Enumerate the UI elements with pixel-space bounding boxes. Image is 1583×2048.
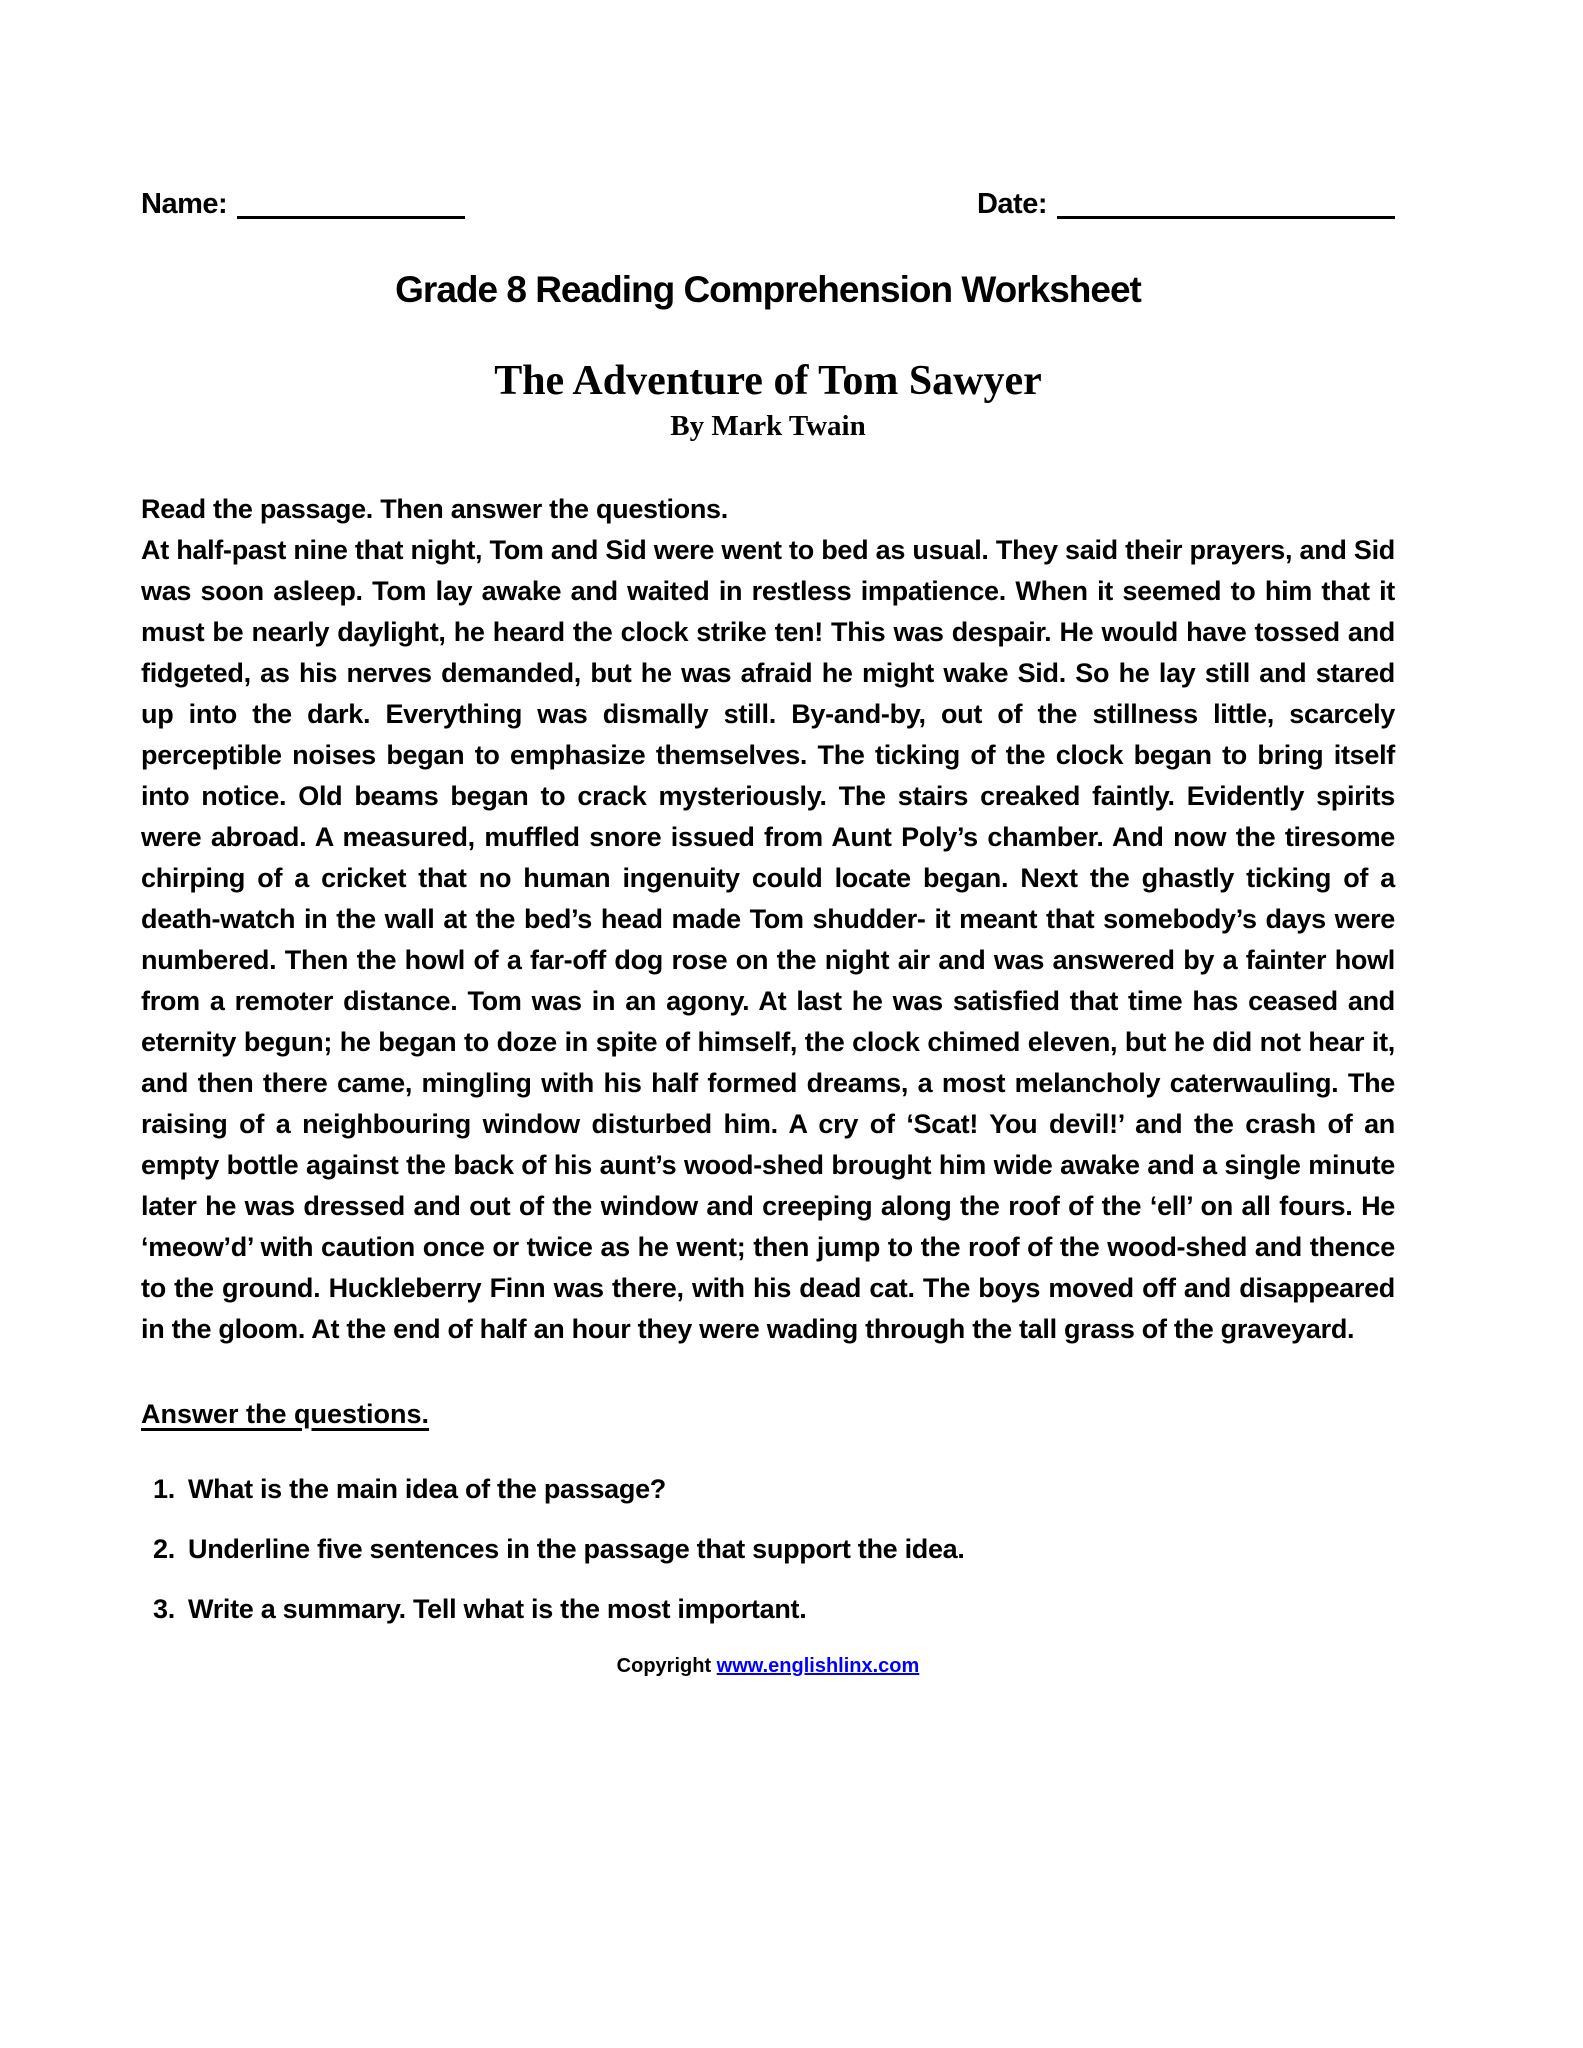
question-number: 3.	[153, 1594, 175, 1625]
copyright-label: Copyright	[616, 1655, 717, 1678]
question-number: 2.	[153, 1534, 175, 1565]
date-field-group	[977, 186, 1395, 219]
question-number: 1.	[153, 1474, 175, 1505]
answer-questions-heading: Answer the questions.	[141, 1399, 430, 1429]
footer-copyright	[141, 1654, 1395, 1678]
question-item-3	[141, 1594, 1395, 1625]
englishlinx-link[interactable]: www.englishlinx.com	[716, 1655, 920, 1678]
date-blank-line	[1057, 186, 1395, 219]
question-item-1	[141, 1474, 1395, 1505]
worksheet-heading: Grade 8 Reading Comprehension Worksheet	[395, 269, 1141, 310]
date-label: Date:	[976, 188, 1047, 220]
question-item-2	[141, 1534, 1395, 1565]
question-text: Write a summary. Tell what is the most important.	[188, 1594, 807, 1625]
passage-byline: By Mark Twain	[670, 410, 866, 442]
name-blank-line	[237, 186, 465, 219]
name-field-group	[141, 186, 465, 219]
passage-title: The Adventure of Tom Sawyer	[494, 358, 1042, 404]
passage-text: At half-past nine that night, Tom and Sid were went to bed as usual. They said their prayers, and Sid was soon asleep. Tom lay awake and waited in restless impatience. When it seemed to him that it must be nearly daylight, he heard the clock strike ten! This was despair. He would have tossed and fidgeted, as his nerves demanded, but he was afraid he might wake Sid. So he lay still and stared up into the dark. Everything was dismally still. By-and-by, out of the stillness little, scarcely perceptible noises began to emphasize themselves. The ticking of the clock began to bring itself into notice. Old beams began to crack mysteriously. The stairs creaked faintly. Evidently spirits were abroad. A measured, muffled snore issued from Aunt Poly’s chamber. And now the tiresome chirping of a cricket that no human ingenuity could locate began. Next the ghastly ticking of a death-watch in the wall at the bed’s head made Tom shudder- it meant that somebody’s days were numbered. Then the howl of a far-off dog rose on the night air and was answered by a fainter howl from a remoter distance. Tom was in an agony. At last he was satisfied that time has ceased and eternity begun; he began to doze in spite of himself, the clock chimed eleven, but he did not hear it, and then there came, mingling with his half formed dreams, a most melancholy caterwauling. The raising of a neighbouring window disturbed him. A cry of ‘Scat! You devil!’ and the crash of an empty bottle against the back of his aunt’s wood-shed brought him wide awake and a single minute later he was dressed and out of the window and creeping along the roof of the ‘ell’ on all fours. He ‘meow’d’ with caution once or twice as he went; then jump to the roof of the wood-shed and thence to the ground. Huckleberry Finn was there, with his dead cat. The boys moved off and disappeared in the gloom. At the end of half an hour they were wading through the tall grass of the graveyard.	[141, 535, 1395, 1344]
question-text: Underline five sentences in the passage that support the idea.	[188, 1534, 965, 1565]
header-row	[141, 186, 1395, 219]
question-text: What is the main idea of the passage?	[188, 1474, 666, 1505]
instructions-line: Read the passage. Then answer the questions.	[141, 494, 728, 524]
name-label: Name:	[141, 188, 228, 220]
questions-list	[141, 1474, 1395, 1625]
